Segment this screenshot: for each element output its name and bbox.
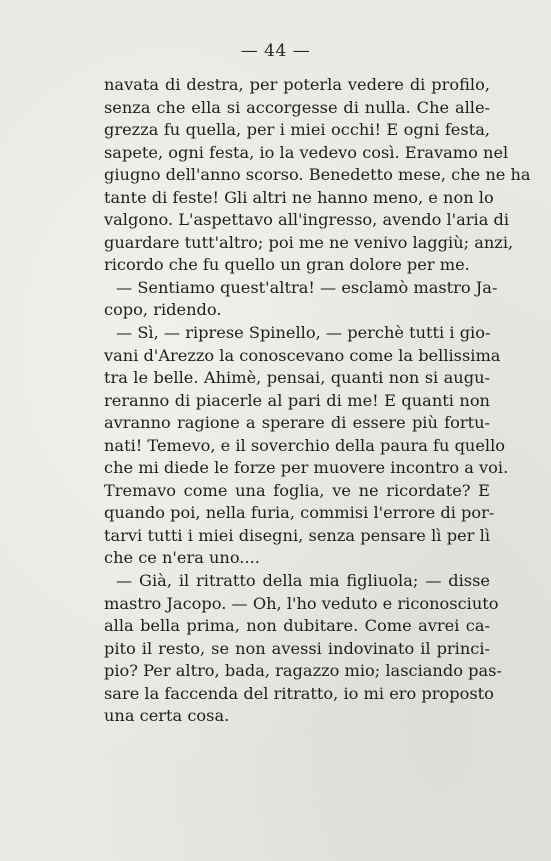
- text-line: guardare tutt'altro; poi me ne venivo laggiù; anzi,: [104, 232, 514, 252]
- text-line: sapete, ogni festa, io la vedevo così. Eravamo nel: [104, 142, 509, 162]
- text-line: tra le belle. Ahimè, pensai, quanti non si augu-: [104, 368, 490, 388]
- text-line: — Sentiamo quest'altra! — esclamò mastro Ja-: [116, 277, 498, 297]
- text-line: senza che ella si accorgesse di nulla. Che alle-: [104, 97, 490, 117]
- page-number: — 44 —: [240, 41, 311, 61]
- text-line: navata di destra, per poterla vedere di profilo,: [104, 75, 490, 94]
- text-line: ricordo che fu quello un gran dolore per me.: [104, 255, 470, 275]
- text-line: — Sì, — riprese Spinello, — perchè tutti i gio-: [116, 323, 491, 343]
- text-line: grezza fu quella, per i miei occhi! E ogni festa,: [104, 120, 490, 140]
- text-line: Tremavo come una foglia, ve ne ricordate? E: [104, 480, 490, 500]
- text-line: valgono. L'aspettavo all'ingresso, avendo l'aria di: [104, 210, 510, 230]
- text-line: reranno di piacerle al pari di me! E quanti non: [104, 390, 490, 410]
- text-line: sare la faccenda del ritratto, io mi ero proposto: [104, 683, 494, 703]
- text-line: che mi diede le forze per muovere incontro a voi.: [104, 458, 509, 478]
- text-line: giugno dell'anno scorso. Benedetto mese, che ne ha: [104, 165, 531, 185]
- text-line: avranno ragione a sperare di essere più fortu-: [104, 413, 490, 433]
- text-line: copo, ridendo.: [104, 300, 222, 320]
- text-line: nati! Temevo, e il soverchio della paura fu quello: [104, 435, 506, 455]
- text-line: tarvi tutti i miei disegni, senza pensare lì per lì: [104, 525, 490, 545]
- text-line: pio? Per altro, bada, ragazzo mio; lasciando pas-: [104, 661, 502, 681]
- text-line: tante di feste! Gli altri ne hanno meno, e non lo: [104, 187, 494, 207]
- text-line: quando poi, nella furia, commisi l'errore di por-: [104, 503, 495, 523]
- text-line: una certa cosa.: [104, 706, 230, 726]
- body-text: [104, 74, 531, 728]
- text-line: mastro Jacopo. — Oh, l'ho veduto e riconosciuto: [104, 593, 499, 613]
- text-line: che ce n'era uno....: [104, 548, 260, 568]
- text-line: vani d'Arezzo la conoscevano come la bellissima: [104, 345, 501, 365]
- text-line: alla bella prima, non dubitare. Come avrei ca-: [104, 616, 490, 636]
- text-line: — Già, il ritratto della mia figliuola; — disse: [116, 571, 490, 591]
- text-line: pito il resto, se non avessi indovinato il princi-: [104, 638, 490, 658]
